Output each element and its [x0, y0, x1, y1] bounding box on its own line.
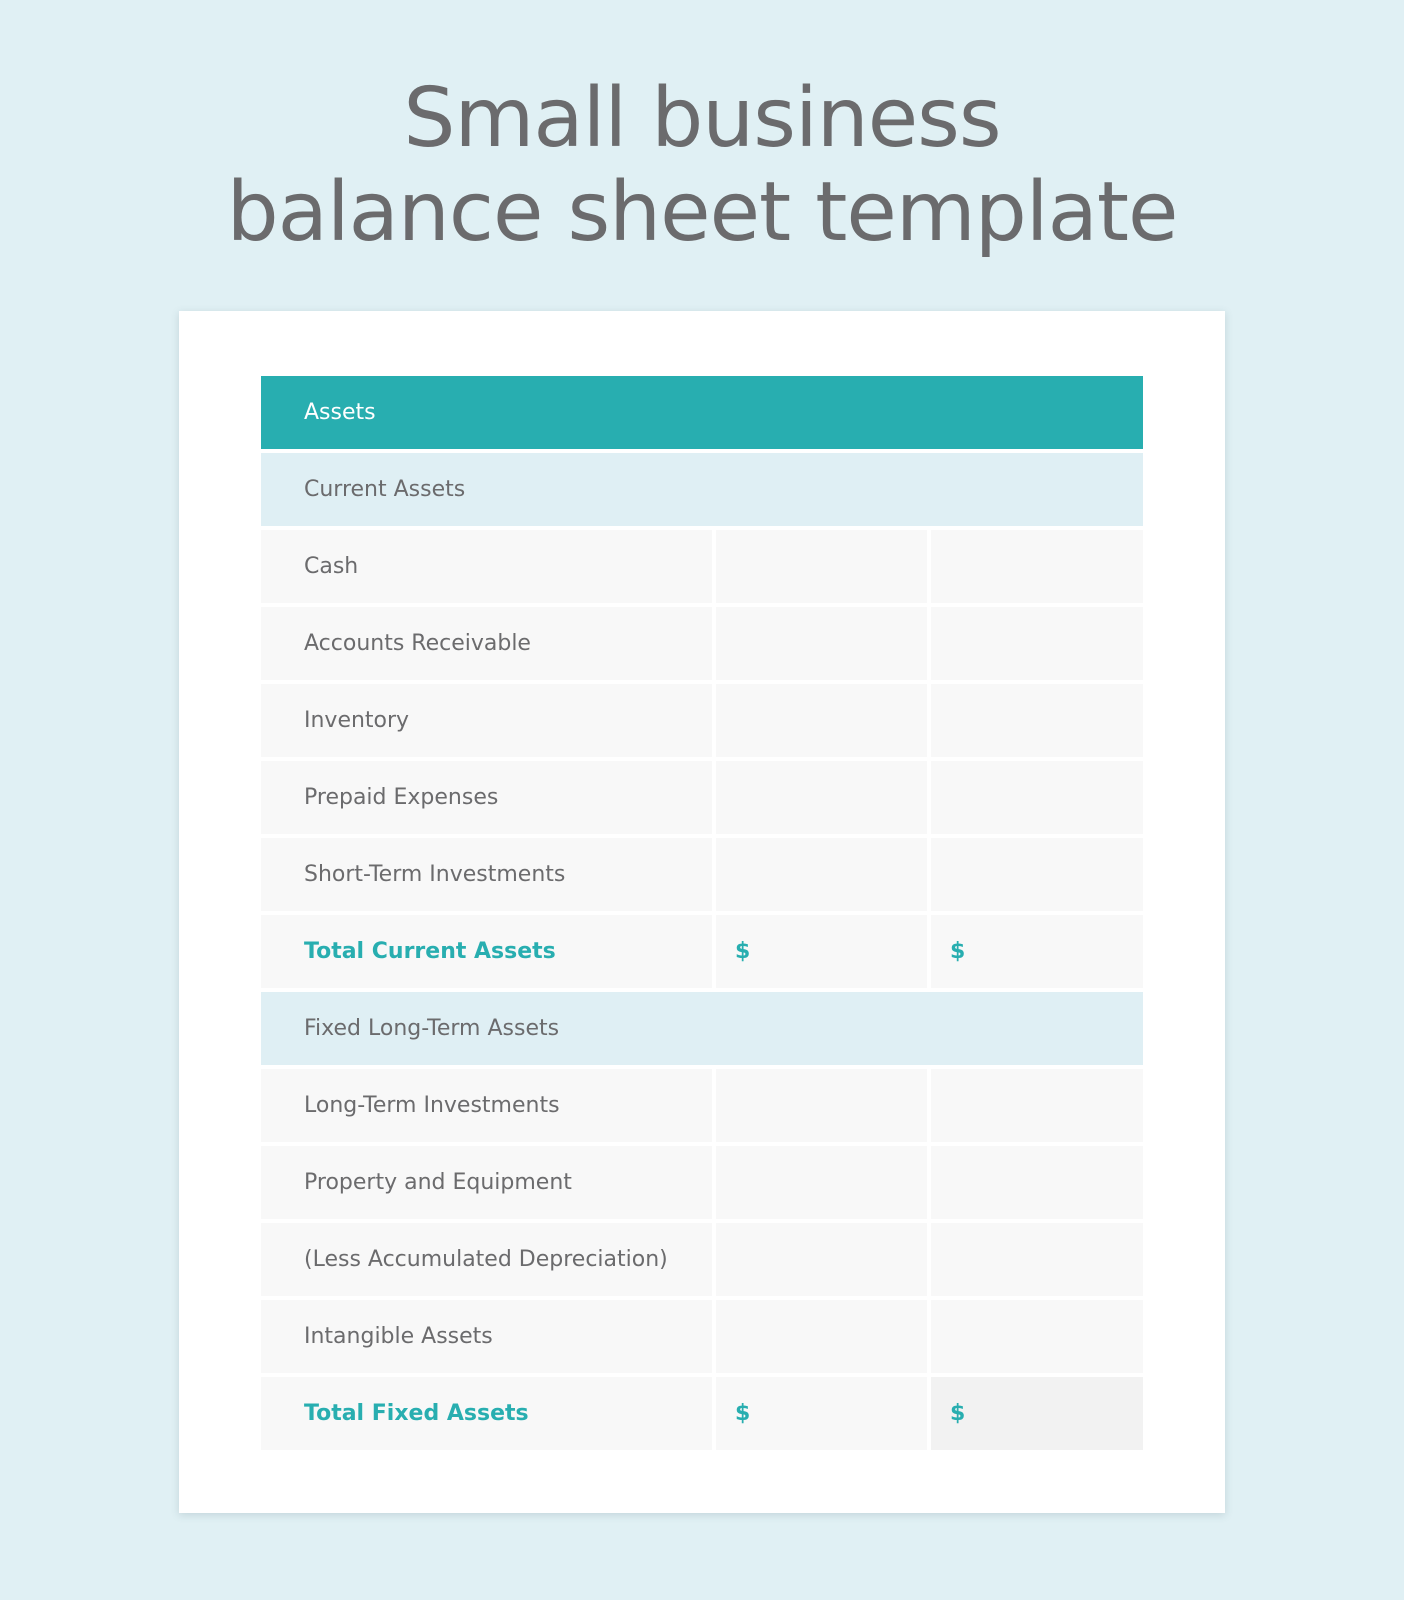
row-label: Cash [261, 530, 712, 603]
total-fixed-assets-row [261, 1377, 1143, 1450]
value-cell-2[interactable] [931, 1300, 1143, 1373]
value-cell-2[interactable] [931, 684, 1143, 757]
table-row [261, 684, 1143, 757]
value-cell-1[interactable] [716, 530, 927, 603]
balance-sheet-table [261, 376, 1143, 1454]
value-cell-2[interactable] [931, 838, 1143, 911]
value-cell-1[interactable] [716, 1300, 927, 1373]
section-current-assets: Current Assets [261, 453, 1143, 526]
row-label: Short-Term Investments [261, 838, 712, 911]
row-label: Intangible Assets [261, 1300, 712, 1373]
table-row [261, 1223, 1143, 1296]
page-title [0, 72, 1404, 260]
value-cell-1[interactable] [716, 1069, 927, 1142]
row-label: Accounts Receivable [261, 607, 712, 680]
value-cell-1[interactable] [716, 607, 927, 680]
value-cell-2[interactable] [931, 1146, 1143, 1219]
total-current-assets-row [261, 915, 1143, 988]
row-label: (Less Accumulated Depreciation) [261, 1223, 712, 1296]
value-cell-1[interactable] [716, 1146, 927, 1219]
title-line-1: Small business [403, 71, 1001, 166]
row-label: Inventory [261, 684, 712, 757]
total-value-cell-2[interactable]: $ [931, 915, 1143, 988]
section-fixed-assets: Fixed Long-Term Assets [261, 992, 1143, 1065]
table-row [261, 1300, 1143, 1373]
value-cell-2[interactable] [931, 607, 1143, 680]
table-row [261, 1146, 1143, 1219]
table-row [261, 761, 1143, 834]
total-value-cell-1[interactable]: $ [716, 1377, 927, 1450]
total-value-cell-1[interactable]: $ [716, 915, 927, 988]
value-cell-2[interactable] [931, 761, 1143, 834]
row-label: Long-Term Investments [261, 1069, 712, 1142]
table-row [261, 838, 1143, 911]
total-value-cell-2[interactable]: $ [931, 1377, 1143, 1450]
value-cell-1[interactable] [716, 838, 927, 911]
title-line-2: balance sheet template [226, 165, 1178, 260]
value-cell-1[interactable] [716, 761, 927, 834]
table-row [261, 530, 1143, 603]
total-label: Total Fixed Assets [261, 1377, 712, 1450]
value-cell-1[interactable] [716, 1223, 927, 1296]
balance-sheet-card [179, 311, 1225, 1513]
value-cell-1[interactable] [716, 684, 927, 757]
row-label: Property and Equipment [261, 1146, 712, 1219]
total-label: Total Current Assets [261, 915, 712, 988]
value-cell-2[interactable] [931, 530, 1143, 603]
table-header-assets: Assets [261, 376, 1143, 449]
value-cell-2[interactable] [931, 1069, 1143, 1142]
table-row [261, 607, 1143, 680]
row-label: Prepaid Expenses [261, 761, 712, 834]
table-row [261, 1069, 1143, 1142]
value-cell-2[interactable] [931, 1223, 1143, 1296]
